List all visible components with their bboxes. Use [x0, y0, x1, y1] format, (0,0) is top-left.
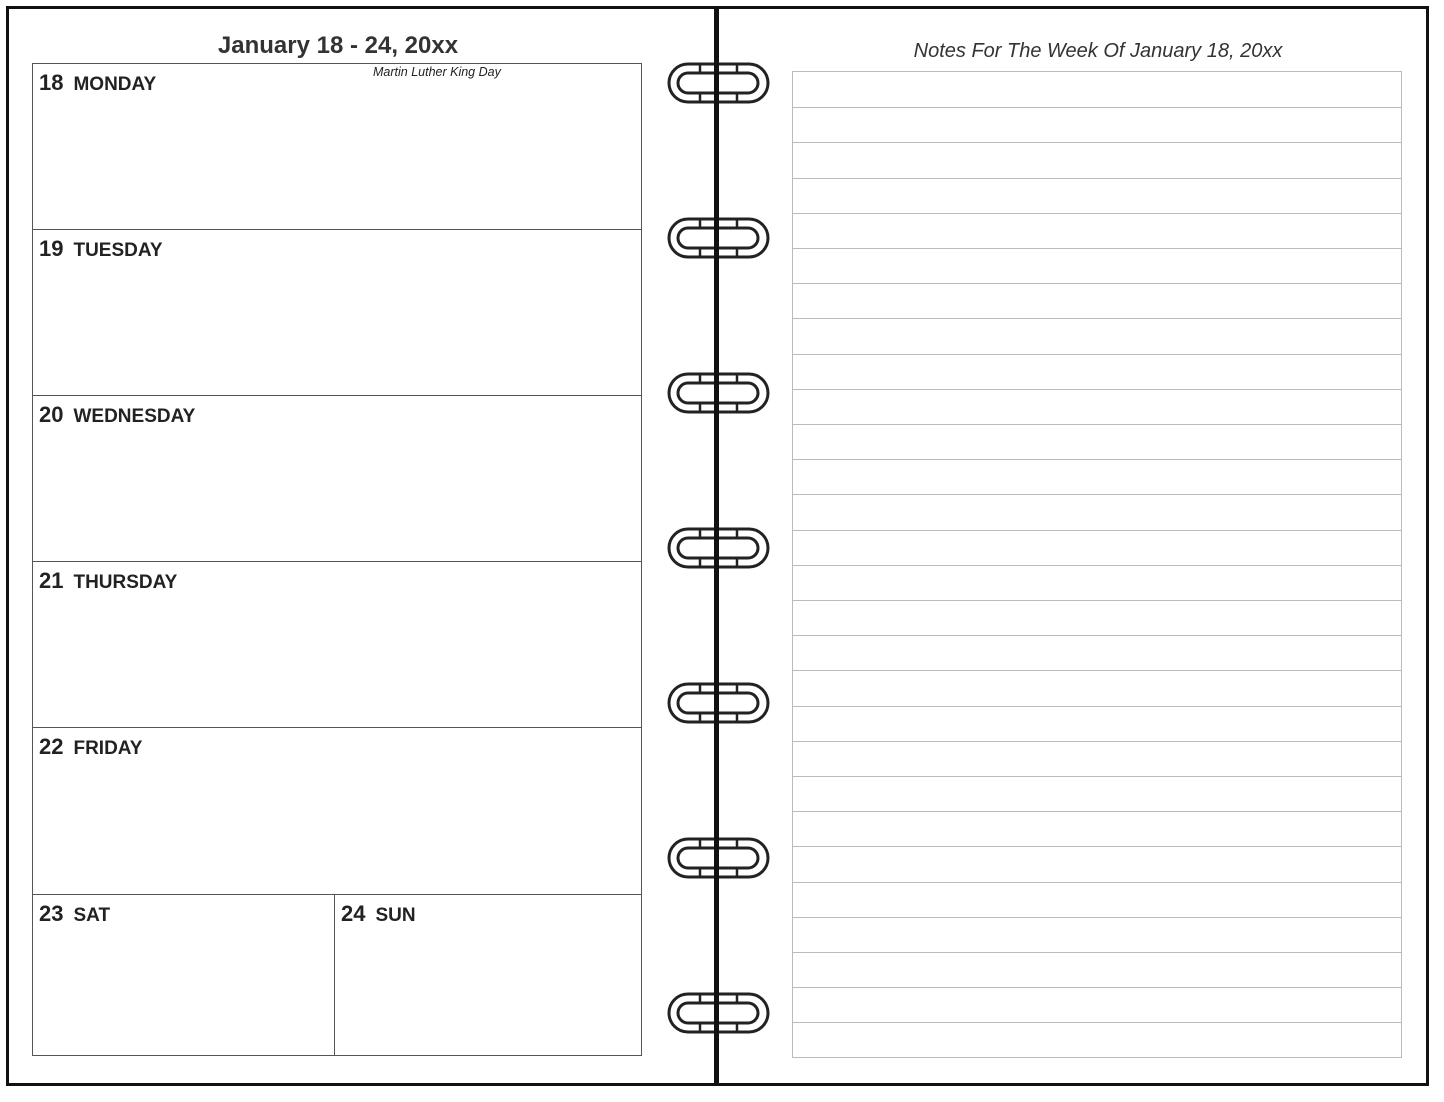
- note-rule-line: [793, 354, 1401, 355]
- binder-ring-icon: [666, 216, 771, 260]
- day-name: SUN: [375, 905, 416, 926]
- note-rule-line: [793, 635, 1401, 636]
- day-name: THURSDAY: [73, 572, 178, 593]
- note-rule-line: [793, 494, 1401, 495]
- binder-ring-icon: [666, 681, 771, 725]
- note-rule-line: [793, 846, 1401, 847]
- note-rule-line: [793, 952, 1401, 953]
- note-rule-line: [793, 107, 1401, 108]
- binder-ring-icon: [666, 371, 771, 415]
- day-box-monday[interactable]: [32, 63, 642, 230]
- note-rule-line: [793, 283, 1401, 284]
- day-number: 21: [39, 568, 64, 593]
- note-rule-line: [793, 389, 1401, 390]
- note-rule-line: [793, 776, 1401, 777]
- day-name: MONDAY: [73, 74, 157, 95]
- notes-lined-area[interactable]: [792, 71, 1402, 1058]
- note-rule-line: [793, 530, 1401, 531]
- note-rule-line: [793, 565, 1401, 566]
- day-number: 18: [39, 70, 64, 95]
- note-rule-line: [793, 248, 1401, 249]
- day-number: 23: [39, 901, 64, 926]
- day-header: [39, 734, 142, 760]
- note-rule-line: [793, 670, 1401, 671]
- note-rule-line: [793, 459, 1401, 460]
- day-header: [39, 901, 110, 927]
- holiday-label: Martin Luther King Day: [373, 65, 501, 79]
- note-rule-line: [793, 213, 1401, 214]
- day-number: 19: [39, 236, 64, 261]
- note-rule-line: [793, 600, 1401, 601]
- week-title: January 18 - 24, 20xx: [217, 32, 459, 59]
- day-name: TUESDAY: [73, 240, 163, 261]
- day-header: [39, 402, 195, 428]
- day-header: [341, 901, 416, 927]
- binder-ring-icon: [666, 991, 771, 1035]
- day-box-sunday[interactable]: [334, 894, 642, 1056]
- day-header: [39, 568, 177, 594]
- note-rule-line: [793, 882, 1401, 883]
- day-number: 20: [39, 402, 64, 427]
- day-box-thursday[interactable]: [32, 561, 642, 728]
- notes-title: Notes For The Week Of January 18, 20xx: [913, 40, 1283, 62]
- note-rule-line: [793, 142, 1401, 143]
- day-name: WEDNESDAY: [73, 406, 196, 427]
- day-box-saturday[interactable]: [32, 894, 335, 1056]
- day-number: 22: [39, 734, 64, 759]
- note-rule-line: [793, 811, 1401, 812]
- note-rule-line: [793, 706, 1401, 707]
- binder-ring-icon: [666, 836, 771, 880]
- note-rule-line: [793, 318, 1401, 319]
- day-box-friday[interactable]: [32, 727, 642, 895]
- day-number: 24: [341, 901, 366, 926]
- day-name: FRIDAY: [73, 738, 143, 759]
- note-rule-line: [793, 741, 1401, 742]
- note-rule-line: [793, 1022, 1401, 1023]
- day-header: [39, 70, 156, 96]
- binder-ring-icon: [666, 526, 771, 570]
- note-rule-line: [793, 178, 1401, 179]
- note-rule-line: [793, 917, 1401, 918]
- note-rule-line: [793, 987, 1401, 988]
- binder-ring-icon: [666, 61, 771, 105]
- note-rule-line: [793, 424, 1401, 425]
- day-box-wednesday[interactable]: [32, 395, 642, 562]
- day-box-tuesday[interactable]: [32, 229, 642, 396]
- day-header: [39, 236, 163, 262]
- day-name: SAT: [73, 905, 111, 926]
